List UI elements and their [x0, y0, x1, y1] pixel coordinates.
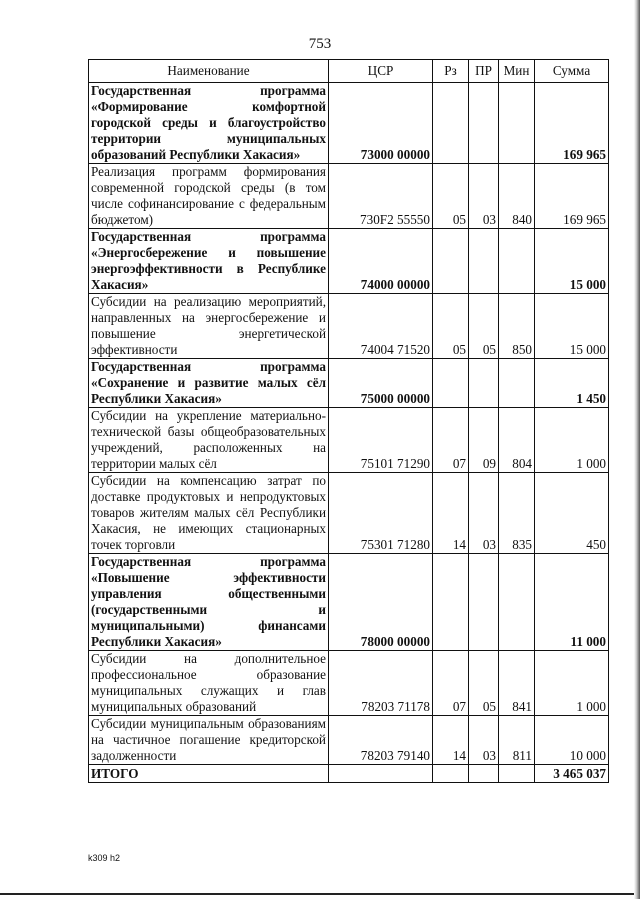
row-csr: 78000 00000	[329, 554, 433, 651]
row-sum: 10 000	[535, 716, 609, 765]
table-row	[89, 554, 609, 651]
row-rz: 05	[433, 164, 469, 229]
row-rz	[433, 83, 469, 164]
row-min	[499, 229, 535, 294]
row-name: Государственная программа «Сохранение и развитие малых сёл Республики Хакасия»	[89, 359, 329, 408]
row-name: Субсидии муниципальным образованиям на частичное погашение кредиторской задолженности	[89, 716, 329, 765]
row-pr: 05	[469, 651, 499, 716]
row-name: Государственная программа «Повышение эффективности управления общественными (государственными и муниципальными) финансами Республики Хакасия»	[89, 554, 329, 651]
row-sum: 11 000	[535, 554, 609, 651]
table-row	[89, 473, 609, 554]
header-rz: Рз	[433, 60, 469, 83]
total-sum: 3 465 037	[535, 765, 609, 783]
table-row	[89, 229, 609, 294]
table-header-row	[89, 60, 609, 83]
row-name: Субсидии на реализацию мероприятий, направленных на энергосбережение и повышение энергетической эффективности	[89, 294, 329, 359]
scan-right-edge	[634, 0, 640, 899]
table-row	[89, 164, 609, 229]
row-name: Государственная программа «Энергосбережение и повышение энергоэффективности в Республике Хакасия»	[89, 229, 329, 294]
row-sum: 15 000	[535, 294, 609, 359]
row-name: Субсидии на компенсацию затрат по доставке продуктовых и непродуктовых товаров жителям малых сёл Республики Хакасия, не имеющих стационарных точек торговли	[89, 473, 329, 554]
row-rz: 07	[433, 408, 469, 473]
header-csr: ЦСР	[329, 60, 433, 83]
row-sum: 1 450	[535, 359, 609, 408]
scan-bottom-line	[0, 893, 640, 895]
row-sum: 15 000	[535, 229, 609, 294]
header-name: Наименование	[89, 60, 329, 83]
row-rz	[433, 359, 469, 408]
row-name: Субсидии на дополнительное профессиональное образование муниципальных служащих и глав муниципальных образований	[89, 651, 329, 716]
row-pr: 09	[469, 408, 499, 473]
row-rz: 05	[433, 294, 469, 359]
row-csr: 75301 71280	[329, 473, 433, 554]
total-row	[89, 765, 609, 783]
row-rz: 14	[433, 716, 469, 765]
row-min: 850	[499, 294, 535, 359]
row-csr: 75101 71290	[329, 408, 433, 473]
header-sum: Сумма	[535, 60, 609, 83]
footer-code: k309 h2	[88, 853, 121, 863]
row-csr: 78203 79140	[329, 716, 433, 765]
row-pr	[469, 554, 499, 651]
page-number: 753	[308, 36, 332, 52]
row-sum: 1 000	[535, 408, 609, 473]
row-csr: 730F2 55550	[329, 164, 433, 229]
budget-table	[88, 59, 609, 783]
row-pr: 03	[469, 473, 499, 554]
row-rz: 07	[433, 651, 469, 716]
row-sum: 169 965	[535, 164, 609, 229]
table-row	[89, 408, 609, 473]
header-pr: ПР	[469, 60, 499, 83]
row-name: Реализация программ формирования современной городской среды (в том числе софинансирование с федеральным бюджетом)	[89, 164, 329, 229]
row-rz	[433, 554, 469, 651]
row-min: 841	[499, 651, 535, 716]
header-min: Мин	[499, 60, 535, 83]
table-row	[89, 294, 609, 359]
row-csr: 73000 00000	[329, 83, 433, 164]
table-row	[89, 83, 609, 164]
row-min: 811	[499, 716, 535, 765]
row-min	[499, 554, 535, 651]
row-min: 840	[499, 164, 535, 229]
row-sum: 1 000	[535, 651, 609, 716]
row-sum: 450	[535, 473, 609, 554]
row-pr: 05	[469, 294, 499, 359]
row-sum: 169 965	[535, 83, 609, 164]
row-pr	[469, 229, 499, 294]
row-pr: 03	[469, 716, 499, 765]
row-csr: 74000 00000	[329, 229, 433, 294]
row-rz: 14	[433, 473, 469, 554]
row-pr	[469, 83, 499, 164]
row-csr: 74004 71520	[329, 294, 433, 359]
row-min	[499, 83, 535, 164]
row-min: 835	[499, 473, 535, 554]
total-label: ИТОГО	[89, 765, 329, 783]
row-min: 804	[499, 408, 535, 473]
table-row	[89, 651, 609, 716]
row-rz	[433, 229, 469, 294]
row-csr: 75000 00000	[329, 359, 433, 408]
row-csr: 78203 71178	[329, 651, 433, 716]
row-pr: 03	[469, 164, 499, 229]
table-row	[89, 359, 609, 408]
row-min	[499, 359, 535, 408]
table-row	[89, 716, 609, 765]
row-pr	[469, 359, 499, 408]
row-name: Государственная программа «Формирование комфортной городской среды и благоустройство территории муниципальных образований Республики Хакасия»	[89, 83, 329, 164]
row-name: Субсидии на укрепление материально-технической базы общеобразовательных учреждений, расположенных на территории малых сёл	[89, 408, 329, 473]
